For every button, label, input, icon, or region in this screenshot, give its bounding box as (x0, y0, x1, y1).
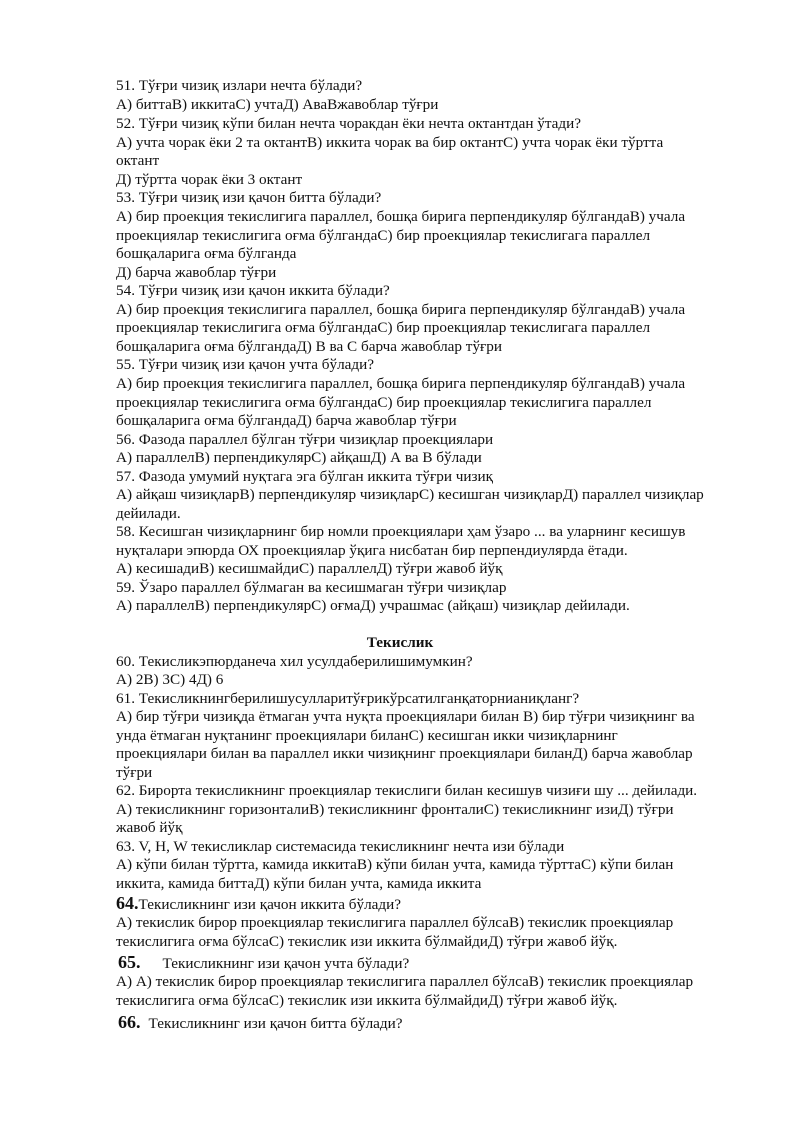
question-65 (118, 953, 409, 973)
text-line: 60. Текисликэпюрданеча хил усулдаберилишимумкин? (116, 653, 473, 670)
text-line: Д) тўртта чорак ёки 3 октант (116, 171, 303, 188)
text-line: 62. Бирорта текисликнинг проекциялар текислиги билан кесишув чизиғи шу ... дейилади. (116, 782, 698, 799)
text-line: А) 2В) 3С) 4Д) 6 (116, 671, 224, 688)
text-line: текислигига оғма бўлсаС) текислик изи иккита бўлмайдиД) тўғри жавоб йўқ. (116, 992, 618, 1009)
question-number: 64. (116, 893, 139, 913)
text-line: А) текисликнинг горизонталиВ) текисликнинг фронталиС) текисликнинг изиД) тўғри (116, 801, 674, 818)
text-line: нуқталари эпюрда ОХ проекциялар ўқига нисбатан бир перпендиулярда ётади. (116, 542, 628, 559)
text-line: 52. Тўғри чизиқ кўпи билан нечта чоракдан ёки нечта октантдан ўтади? (116, 115, 581, 132)
text-line: 63. V, H, W текисликлар системасида текисликнинг нечта изи бўлади (116, 838, 565, 855)
text-line: А) параллелВ) перпендикулярС) айқашД) А ва В бўлади (116, 449, 482, 466)
section-heading: Текислик (366, 634, 434, 651)
text-line: 59. Ўзаро параллел бўлмаган ва кесишмаган тўғри чизиқлар (116, 579, 507, 596)
text-line: 56. Фазода параллел бўлган тўғри чизиқлар проекциялари (116, 431, 494, 448)
text-line: 54. Тўғри чизиқ изи қачон иккита бўлади? (116, 282, 390, 299)
text-line: 57. Фазода умумий нуқтага эга бўлган иккита тўғри чизиқ (116, 468, 494, 485)
text-line: бошқаларига оғма бўлгандаД) барча жавоблар тўғри (116, 412, 457, 429)
text-line: проекциялар текислигига оғма бўлгандаС) бир проекциялар текислигага параллел (116, 227, 651, 244)
text-line: октант (116, 152, 160, 169)
text-line: А) кесишадиВ) кесишмайдиС) параллелД) тўғри жавоб йўқ (116, 560, 503, 577)
text-line: текислигига оғма бўлсаС) текислик изи иккита бўлмайдиД) тўғри жавоб йўқ. (116, 933, 618, 950)
text-line: бошқаларига оғма бўлганда (116, 245, 297, 262)
text-line: дейилади. (116, 505, 181, 522)
text-line: Д) барча жавоблар тўғри (116, 264, 277, 281)
text-line: А) бир проекция текислигига параллел, бошқа бирига перпендикуляр бўлгандаВ) учала (116, 301, 686, 318)
text-line: А) параллелВ) перпендикулярС) оғмаД) учрашмас (айқаш) чизиқлар дейилади. (116, 597, 630, 614)
text-line: проекциялари билан ва параллел икки чизиқнинг проекциялари биланД) барча жавоблар (116, 745, 693, 762)
question-number: 65. (118, 952, 141, 972)
text-line: А) бир тўғри чизиқда ётмаган учта нуқта проекциялари билан В) бир тўғри чизиқнинг ва (116, 708, 695, 725)
text-line: 61. Текисликнингберилишусулларитўғрикўрсатилганқаторнианиқланг? (116, 690, 580, 707)
question-number: 66. (118, 1012, 141, 1032)
text-line: А) А) текислик бирор проекциялар текислигига параллел бўлсаВ) текислик проекциялар (116, 973, 694, 990)
text-line: А) биттаВ) иккитаС) учтаД) АваВжавоблар тўғри (116, 96, 439, 113)
text-line: А) бир проекция текислигига параллел, бошқа бирига перпендикуляр бўлгандаВ) учала (116, 208, 686, 225)
text-line: 51. Тўғри чизиқ излари нечта бўлади? (116, 77, 363, 94)
question-text: Текисликнинг изи қачон учта бўлади? (162, 955, 410, 972)
text-line: бошқаларига оғма бўлгандаД) В ва С барча жавоблар тўғри (116, 338, 502, 355)
question-66 (118, 1013, 403, 1033)
text-line: 58. Кесишган чизиқларнинг бир номли проекциялари ҳам ўзаро ... ва уларнинг кесишув (116, 523, 686, 540)
text-line: унда ётмаган нуқтанинг проекциялари биланС) кесишган икки чизиқларнинг (116, 727, 618, 744)
text-line: тўғри (116, 764, 153, 781)
question-64 (116, 894, 401, 914)
text-line: А) учта чорак ёки 2 та октантВ) иккита чорак ва бир октантС) учта чорак ёки тўртта (116, 134, 664, 151)
text-line: 55. Тўғри чизиқ изи қачон учта бўлади? (116, 356, 375, 373)
question-text: Текисликнинг изи қачон битта бўлади? (148, 1015, 403, 1032)
text-line: жавоб йўқ (116, 819, 183, 836)
text-line: А) айқаш чизиқларВ) перпендикуляр чизиқларС) кесишган чизиқларД) параллел чизиқлар (116, 486, 704, 503)
text-line: А) текислик бирор проекциялар текислигига параллел бўлсаВ) текислик проекциялар (116, 914, 674, 931)
text-line: проекциялар текислигига оғма бўлгандаС) бир проекциялар текислигага параллел (116, 319, 651, 336)
text-line: А) бир проекция текислигига параллел, бошқа бирига перпендикуляр бўлгандаВ) учала (116, 375, 686, 392)
text-line: 53. Тўғри чизиқ изи қачон битта бўлади? (116, 189, 382, 206)
text-line: А) кўпи билан тўртта, камида иккитаВ) кўпи билан учта, камида тўрттаС) кўпи билан (116, 856, 674, 873)
question-text: Текисликнинг изи қачон иккита бўлади? (138, 896, 402, 913)
text-line: проекциялар текислигига оғма бўлгандаС) бир проекциялар текислигига параллел (116, 394, 652, 411)
text-line: иккита, камида биттаД) кўпи билан учта, камида иккита (116, 875, 482, 892)
